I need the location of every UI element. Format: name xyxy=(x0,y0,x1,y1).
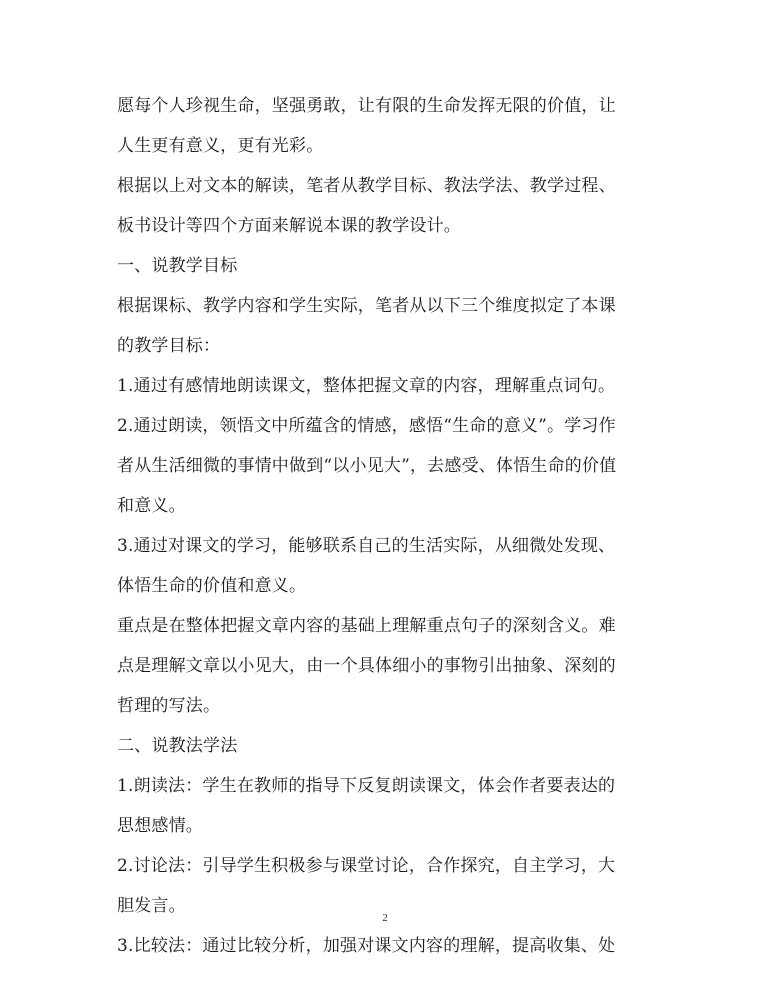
text-line: 点是理解文章以小见大，由一个具体细小的事物引出抽象、深刻的 xyxy=(117,656,616,676)
text-line: 重点是在整体把握文章内容的基础上理解重点句子的深刻含义。难 xyxy=(117,616,616,636)
list-item-goal-3: 3.通过对课文的学习，能够联系自己的生活实际，从细微处发现、 xyxy=(117,536,616,556)
text-line: 思想感情。 xyxy=(117,816,203,836)
text-line: 的教学目标： xyxy=(117,336,221,356)
text-line: 板书设计等四个方面来解说本课的教学设计。 xyxy=(117,216,461,236)
list-item-method-3: 3.比较法：通过比较分析，加强对课文内容的理解，提高收集、处 xyxy=(117,936,616,956)
section-heading-teaching-goals: 一、说教学目标 xyxy=(117,256,238,276)
text-line: 根据课标、教学内容和学生实际，笔者从以下三个维度拟定了本课 xyxy=(117,296,616,316)
text-line: 者从生活细微的事情中做到“以小见大”，去感受、体悟生命的价值 xyxy=(117,456,617,476)
text-line: 根据以上对文本的解读，笔者从教学目标、教法学法、教学过程、 xyxy=(117,176,616,196)
body-text xyxy=(117,86,662,966)
page-number: 2 xyxy=(382,912,388,924)
section-heading-methods: 二、说教法学法 xyxy=(117,736,238,756)
list-item-method-1: 1.朗读法：学生在教师的指导下反复朗读课文，体会作者要表达的 xyxy=(117,776,616,796)
text-line: 人生更有意义，更有光彩。 xyxy=(117,136,324,156)
text-line: 愿每个人珍视生命，坚强勇敢，让有限的生命发挥无限的价值，让 xyxy=(117,96,616,116)
list-item-goal-2: 2.通过朗读，领悟文中所蕴含的情感，感悟“生命的意义”。学习作 xyxy=(117,416,616,436)
list-item-method-2: 2.讨论法：引导学生积极参与课堂讨论，合作探究，自主学习，大 xyxy=(117,856,616,876)
text-line: 体悟生命的价值和意义。 xyxy=(117,576,307,596)
list-item-goal-1: 1.通过有感情地朗读课文，整体把握文章的内容，理解重点词句。 xyxy=(117,376,616,396)
text-line: 胆发言。 xyxy=(117,896,186,916)
text-line: 和意义。 xyxy=(117,496,186,516)
text-line: 哲理的写法。 xyxy=(117,696,221,716)
